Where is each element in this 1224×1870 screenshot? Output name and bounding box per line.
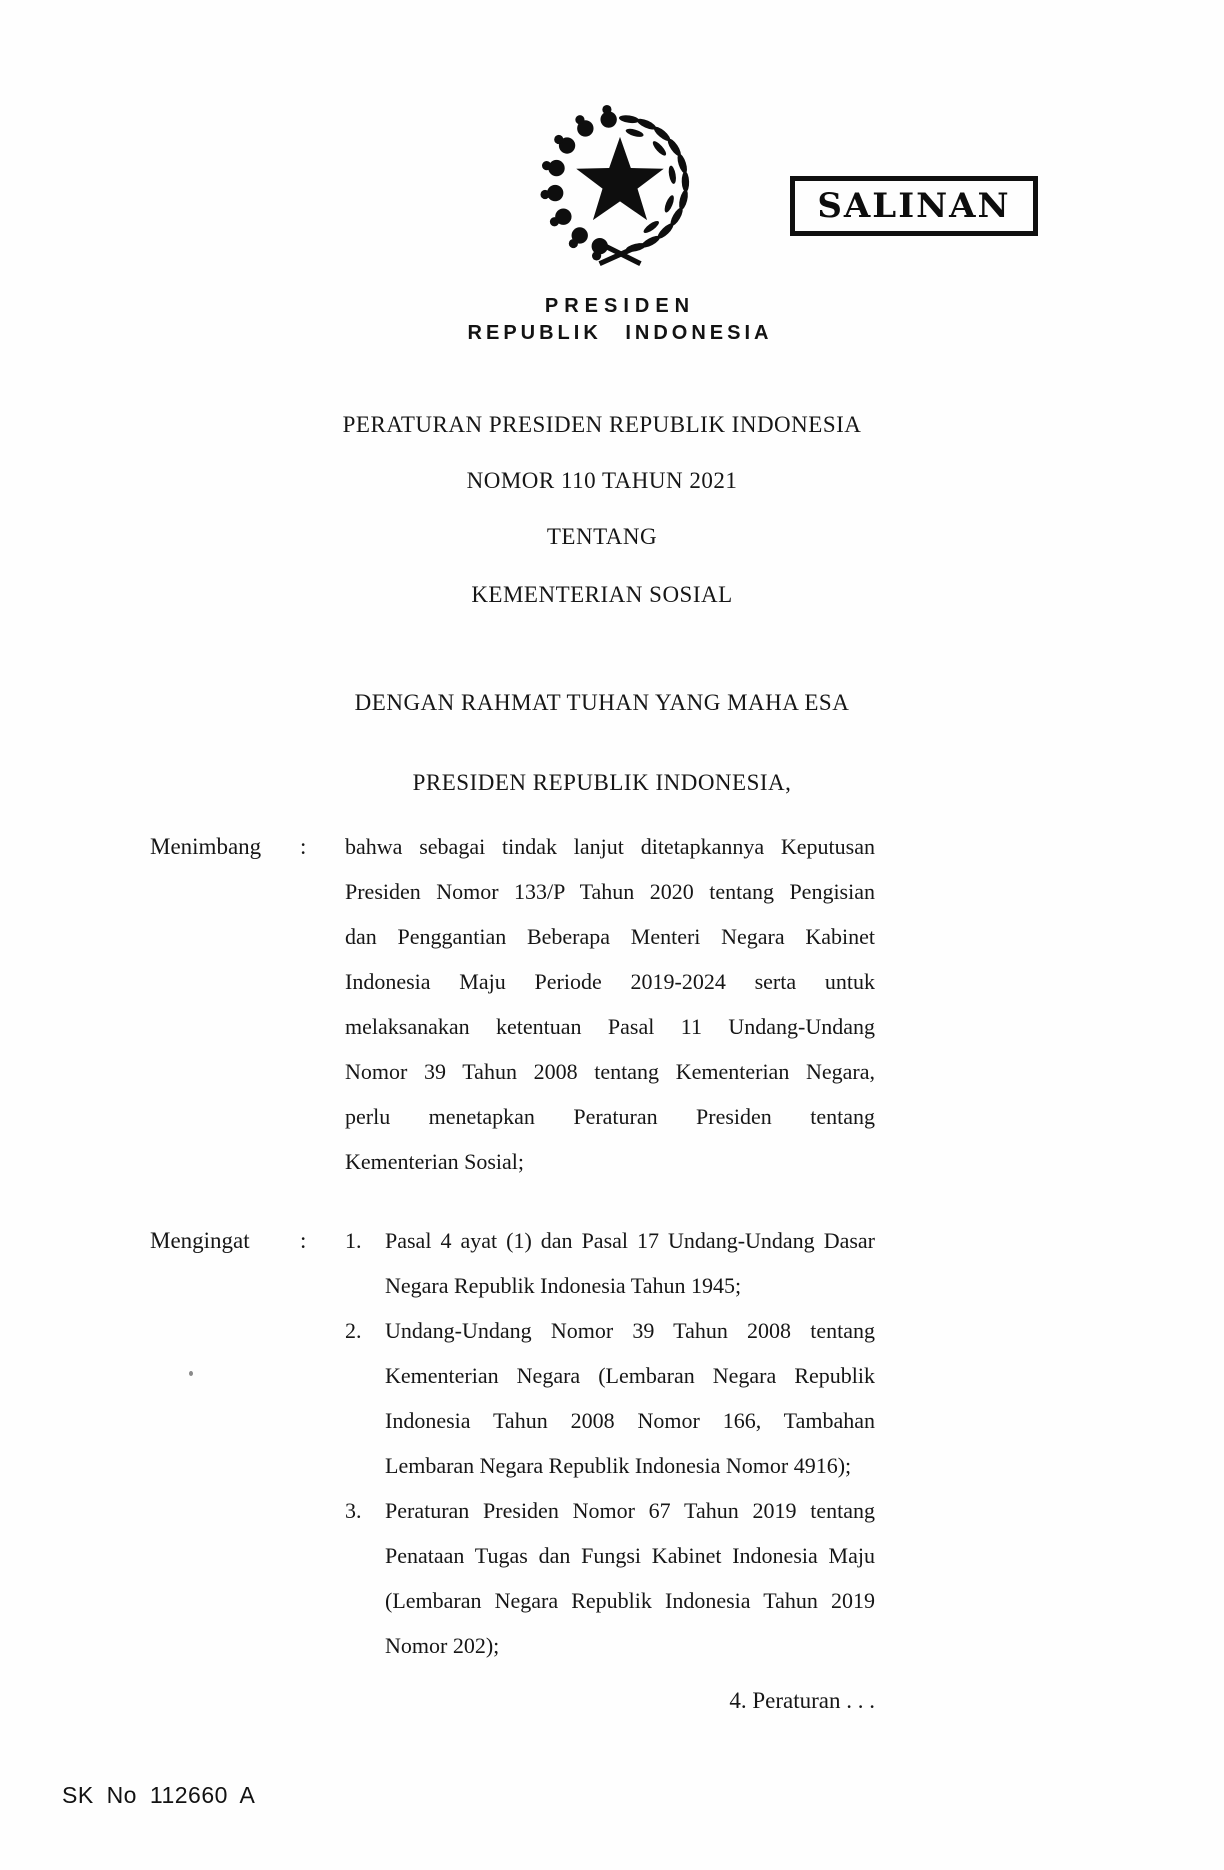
mengingat-item-line: (Lembaran Negara Republik Indonesia Tahun 2019 bbox=[385, 1588, 875, 1613]
regulation-tentang: TENTANG bbox=[546, 524, 658, 549]
mengingat-item-text: Peraturan Presiden Nomor 67 Tahun 2019 tentang bbox=[385, 1498, 875, 1523]
letterhead-line-presiden: PRESIDEN bbox=[544, 295, 696, 317]
mengingat-item-number: 2. bbox=[345, 1318, 362, 1343]
mengingat-item-line bbox=[345, 1496, 875, 1526]
menimbang-line: perlu menetapkan Peraturan Presiden tentang bbox=[345, 1104, 875, 1129]
sk-number: SK No 112660 A bbox=[62, 1782, 256, 1808]
letterhead-line-republik-indonesia: REPUBLIK INDONESIA bbox=[467, 322, 773, 344]
mengingat-item-number: 1. bbox=[345, 1228, 362, 1253]
menimbang-line: dan Penggantian Beberapa Menteri Negara Kabinet bbox=[345, 924, 875, 949]
preamble-president: PRESIDEN REPUBLIK INDONESIA, bbox=[412, 770, 792, 795]
menimbang-line: bahwa sebagai tindak lanjut ditetapkannya Keputusan bbox=[345, 834, 875, 859]
salinan-stamp bbox=[790, 176, 1038, 236]
menimbang-line: Nomor 39 Tahun 2008 tentang Kementerian Negara, bbox=[345, 1059, 875, 1084]
regulation-number: NOMOR 110 TAHUN 2021 bbox=[466, 468, 738, 493]
menimbang-line: melaksanakan ketentuan Pasal 11 Undang-Undang bbox=[345, 1014, 875, 1039]
menimbang-line: Indonesia Maju Periode 2019-2024 serta untuk bbox=[345, 969, 875, 994]
regulation-subject: KEMENTERIAN SOSIAL bbox=[471, 582, 733, 607]
catchword-next-page: 4. Peraturan . . . bbox=[729, 1688, 875, 1713]
mengingat-item-text: Undang-Undang Nomor 39 Tahun 2008 tentang bbox=[385, 1318, 875, 1343]
mengingat-item-text: Pasal 4 ayat (1) dan Pasal 17 Undang-Undang Dasar bbox=[385, 1228, 875, 1253]
mengingat-item-number: 3. bbox=[345, 1498, 362, 1523]
mengingat-label: Mengingat bbox=[150, 1228, 250, 1253]
mengingat-item-line: Kementerian Negara (Lembaran Negara Republik bbox=[385, 1363, 875, 1388]
letterhead bbox=[370, 295, 870, 345]
mengingat-colon: : bbox=[300, 1228, 307, 1253]
mengingat-item-line bbox=[345, 1316, 875, 1346]
salinan-stamp-label: SALINAN bbox=[817, 186, 1011, 226]
menimbang-line: Presiden Nomor 133/P Tahun 2020 tentang Pengisian bbox=[345, 879, 875, 904]
menimbang-colon: : bbox=[300, 834, 307, 859]
mengingat-item-line: Nomor 202); bbox=[385, 1633, 500, 1658]
regulation-title: PERATURAN PRESIDEN REPUBLIK INDONESIA bbox=[342, 412, 862, 437]
mengingat-item-line: Negara Republik Indonesia Tahun 1945; bbox=[385, 1273, 742, 1298]
mengingat-item-line bbox=[345, 1226, 875, 1256]
mengingat-item-line: Indonesia Tahun 2008 Nomor 166, Tambahan bbox=[385, 1408, 875, 1433]
preamble-invocation: DENGAN RAHMAT TUHAN YANG MAHA ESA bbox=[354, 690, 850, 715]
menimbang-label: Menimbang bbox=[150, 834, 262, 859]
presidential-seal-icon bbox=[528, 92, 712, 280]
scan-artifact-dot bbox=[189, 1371, 193, 1376]
mengingat-item-line: Penataan Tugas dan Fungsi Kabinet Indonesia Maju bbox=[385, 1543, 875, 1568]
mengingat-item-line: Lembaran Negara Republik Indonesia Nomor 4916); bbox=[385, 1453, 852, 1478]
menimbang-line: Kementerian Sosial; bbox=[345, 1149, 525, 1174]
